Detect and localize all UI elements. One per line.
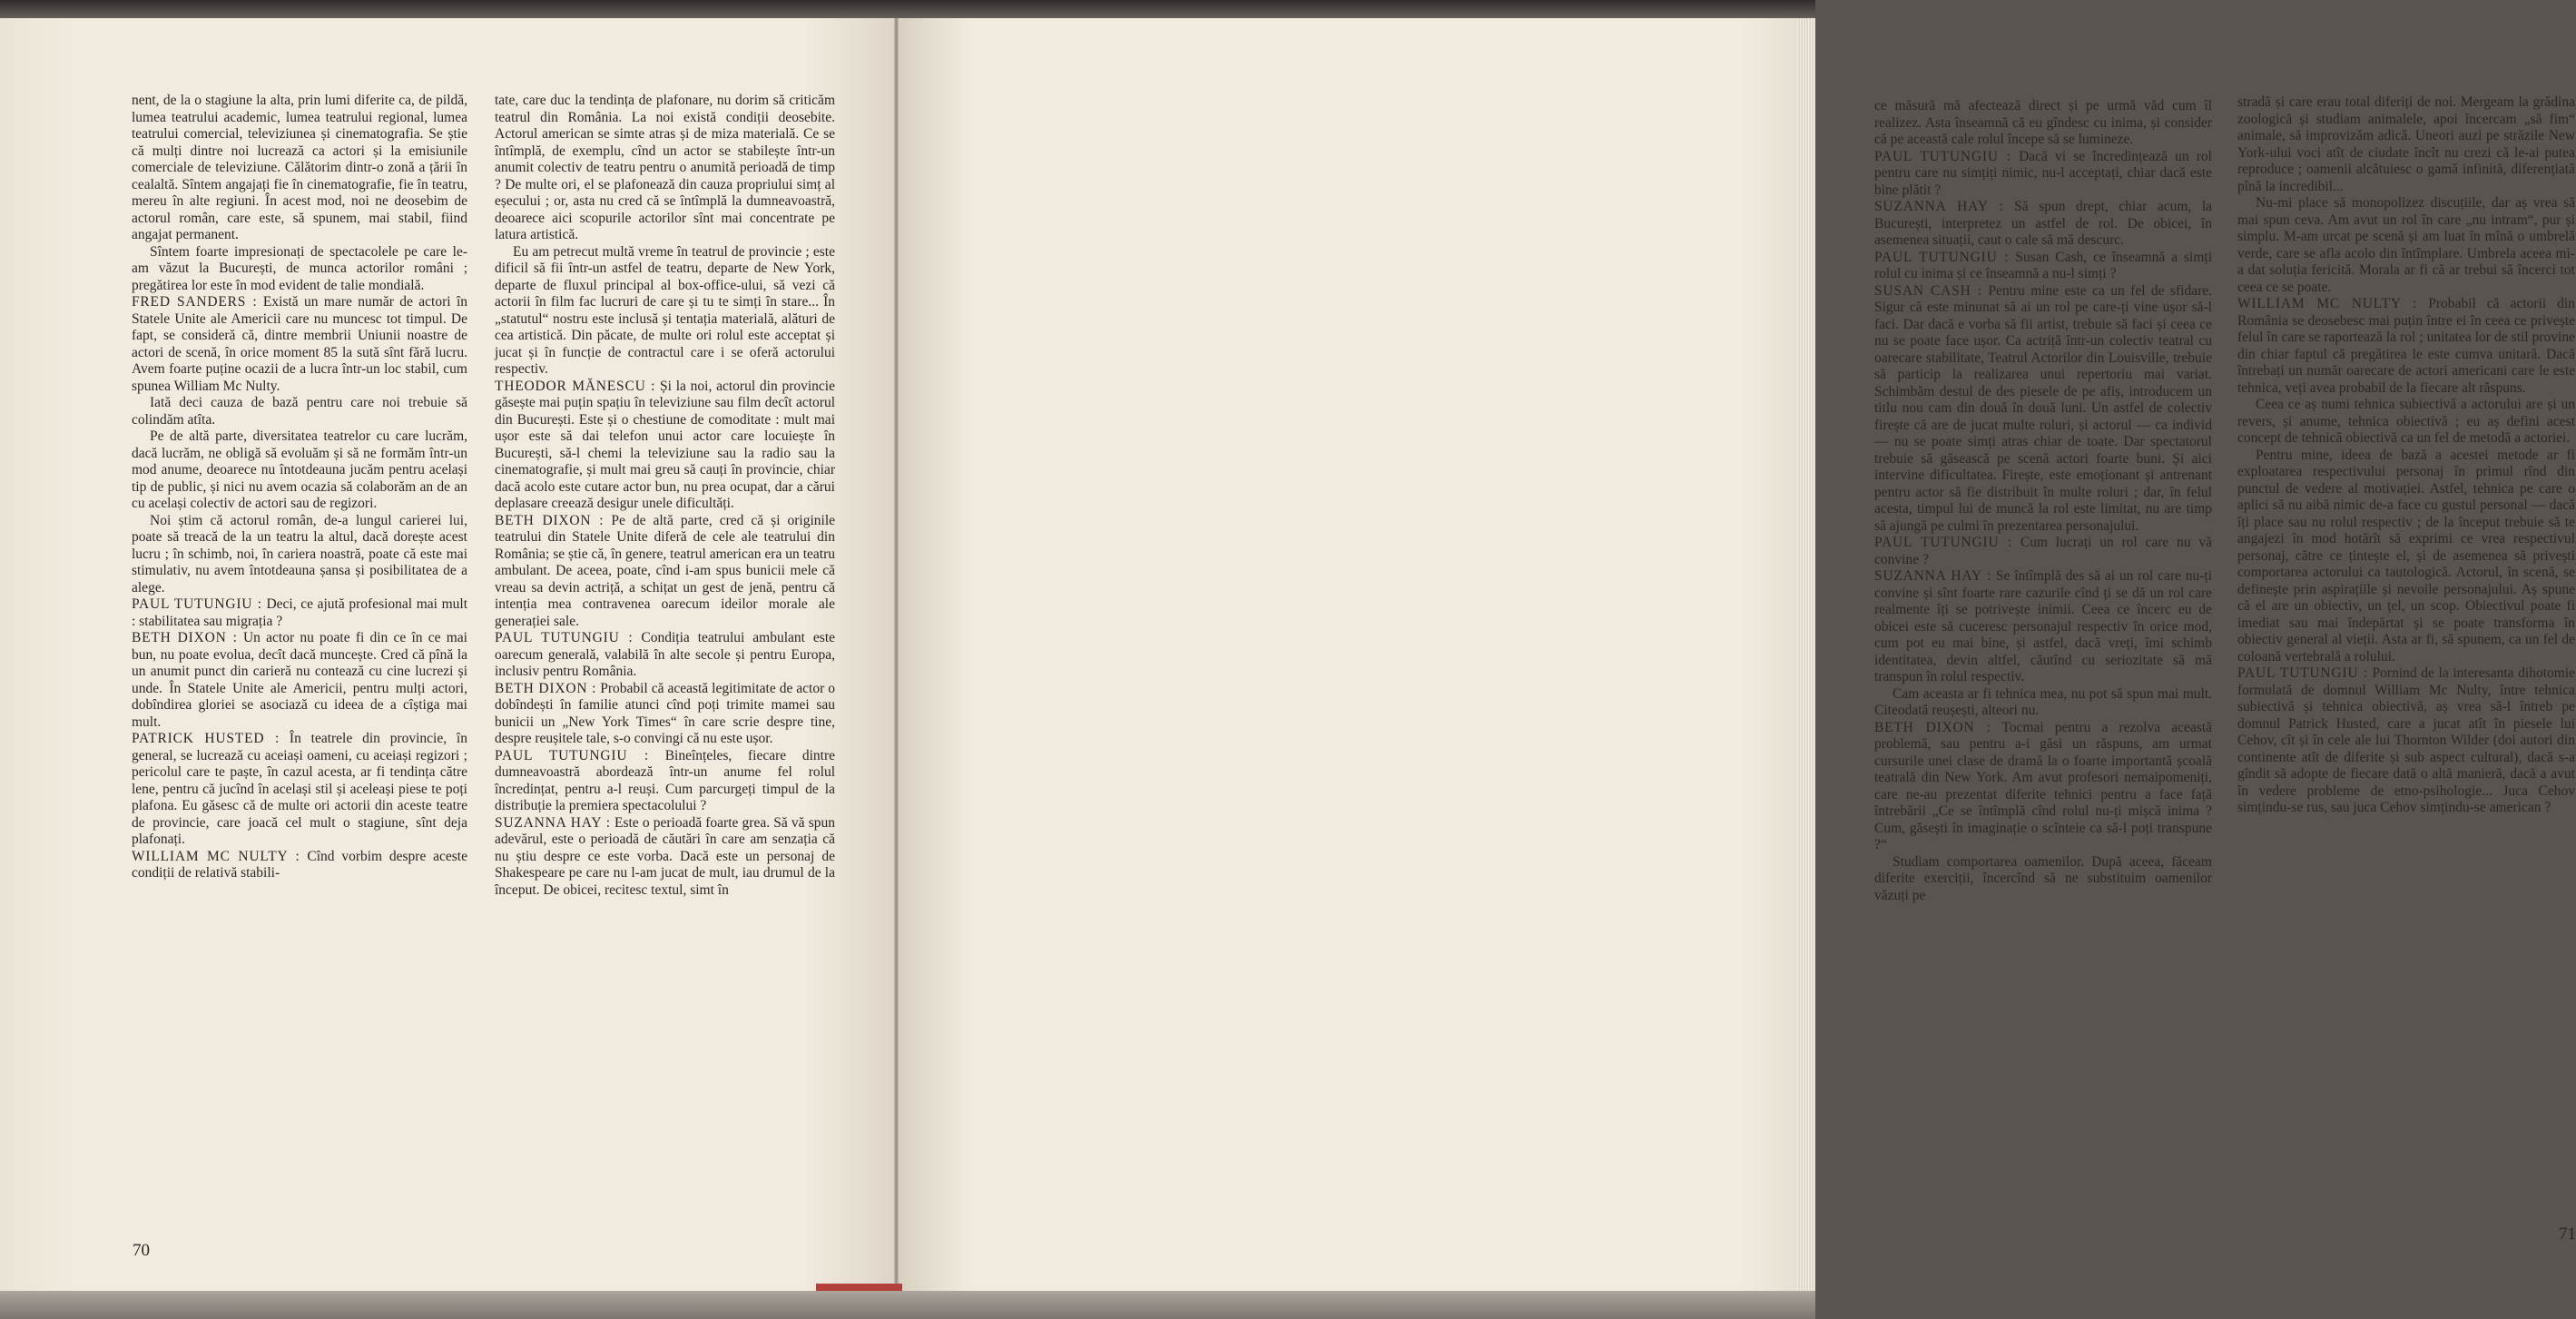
speaker-name: PAUL TUTUNGIU : <box>132 596 262 612</box>
speaker-paragraph <box>132 596 467 630</box>
text-paragraph <box>495 93 835 244</box>
paragraph-text: În teatrele din provincie, în general, se lucrează cu aceiași oameni, cu aceiași regizori ; pericolul care te paște, în cazul acesta, ar fi tendința către lene, pentru că jucînd în același stil și aceleași piese te poți plafona. Eu găsesc că de multe ori actorii din aceste teatre de provincie, care joacă cel mult o stagiune, sînt deja plafonați. <box>132 731 467 847</box>
speaker-name: PAUL TUTUNGIU : <box>495 747 649 763</box>
speaker-paragraph <box>2237 296 2575 397</box>
paragraph-text: Un actor nu poate fi din ce în ce mai bun, nu poate evolua, decît dacă muncește. Cred că pînă la un anumit punct din carieră nu contează cu cine lucrezi și unde. În Statele Unite ale Americii, pentru mulți actori, dobîndirea gloriei se asociază cu ideea de a cîștiga mai mult. <box>132 630 467 730</box>
speaker-name: BETH DIXON : <box>1874 719 1991 735</box>
speaker-paragraph <box>1874 283 2212 536</box>
speaker-paragraph <box>495 630 835 681</box>
paragraph-text: Iată deci cauza de bază pentru care noi trebuie să colindăm atîta. <box>132 395 467 428</box>
speaker-paragraph <box>1874 250 2212 283</box>
paragraph-text: Se întîmplă des să ai un rol care nu-ți convine și sînt foarte rare cazurile cînd ți se dă un rol care realmente îți se potrivește inimii. Ceea ce încerc eu de obicei este să cuceresc personajul respectiv în orice mod, cum pot eu mai bine, și astfel, dacă vreți, îmi schimb identitatea, devin altfel, căutînd cu seriozitate să mă transpun în rolul respectiv. <box>1874 568 2213 684</box>
page-edges <box>1797 18 1815 1291</box>
speaker-name: SUZANNA HAY : <box>495 814 611 831</box>
paragraph-text: Cînd vorbim despre aceste condiții de relativă stabili- <box>132 848 467 881</box>
text-paragraph <box>1874 854 2212 905</box>
speaker-name: PAUL TUTUNGIU : <box>2237 665 2368 681</box>
speaker-name: PATRICK HUSTED : <box>132 731 280 746</box>
paragraph-text: Probabil că această legitimitate de actor o dobîndești în familie atunci cînd poți trimite mamei sau bunicii un „New York Times“ în care scrie despre tine, despre reușitele tale, s-o convingi că nu este ușor. <box>495 680 835 746</box>
speaker-name: BETH DIXON : <box>132 630 238 645</box>
page-number-right: 71 <box>2559 1225 2576 1244</box>
paragraph-text: Condiția teatrului ambulant este oarecum generală, valabilă în alte secole și pentru Europa, inclusiv pentru România. <box>495 630 836 679</box>
text-paragraph <box>132 428 467 513</box>
backdrop-bottom <box>0 1287 1815 1319</box>
paragraph-text: Deci, ce ajută profesional mai mult : stabilitatea sau migrația ? <box>132 596 468 629</box>
speaker-paragraph <box>495 513 835 631</box>
paragraph-text: ce măsură mă afectează direct și pe urmă văd cum îl realizez. Asta înseamnă că eu gîndesc cu inima, și consider că pe această cale rolul începe să se lumineze. <box>1874 98 2212 147</box>
paragraph-text: stradă și care erau total diferiți de noi. Mergeam la grădina zoologică și studiam animalele, apoi încercam „să fim“ animale, să improvizăm adică. Uneori auzi pe străzile New York-ului voci atît de ciudate încît nu crezi că le-ai putea reproduce ; oamenii alcătuiesc o gamă infinită, diferențiată pînă la incredibil... <box>2237 94 2575 194</box>
paragraph-text: Susan Cash, ce înseamnă a simți rolul cu inima și ce înseamnă a nu-l simți ? <box>1874 249 2212 281</box>
speaker-paragraph <box>132 849 467 882</box>
paragraph-text: Cum lucrați un rol care nu vă convine ? <box>1874 535 2212 567</box>
speaker-paragraph <box>1874 199 2212 250</box>
text-paragraph <box>2237 94 2575 195</box>
text-paragraph <box>1874 686 2212 720</box>
speaker-name: BETH DIXON : <box>495 512 605 528</box>
speaker-name: SUZANNA HAY : <box>1874 199 2004 214</box>
speaker-paragraph <box>132 731 467 849</box>
speaker-name: WILLIAM MC NULTY : <box>2237 296 2418 311</box>
right-page-column-2 <box>2237 94 2575 817</box>
paragraph-text: Studiam comportarea oamenilor. După aceea, făceam diferite exerciții, încercînd să ne substituim oamenilor văzuți pe <box>1874 853 2212 903</box>
text-paragraph <box>2237 397 2575 448</box>
paragraph-text: Pentru mine este ca un fel de sfidare. Sigur că este minunat să ai un rol pe care-ți vine ușor să-l faci. Dar dacă e vorba să fii artist, trebuie să faci și ceea ce nu se poate face ușor. Ca actriță într-un colectiv teatral cu oarecare stabilitate, Teatrul Actorilor din Louisville, trebuie să particip la realizarea unui repertoriu mai variat. Schimbăm destul de des piesele de pe afiș, introducem un titlu nou cam din două în două luni. Un astfel de colectiv firește că are de jucat multe roluri, și actorul — ca individ — nu se poate simți atras chiar de toate. Dar spectatorul trebuie să găsească pe scenă actori foarte buni. Și aici intervine dificultatea. Firește, este emoționant și antrenant pentru actor să fie distribuit în multe roluri ; dar, în felul acesta, timpul lui de muncă la rol este limitat, nu are timp să ajungă pe culmi în prezentarea personajului. <box>1874 282 2213 534</box>
page-number-left: 70 <box>133 1241 150 1260</box>
paragraph-text: Pe de altă parte, diversitatea teatrelor cu care lucrăm, dacă lucrăm, ne obligă să evoluăm și să ne formăm într-un mod anume, deoarece nu întotdeauna jucăm pentru același tip de public, și nici nu avem ocazia să colaborăm an de an cu același colectiv de actori sau de regizori. <box>132 428 467 511</box>
spine-headband <box>816 1284 902 1291</box>
paragraph-text: Probabil că actorii din România se deosebesc mai puțin între ei în ceea ce privește felul în care se raportează la rol ; unitatea lor de stil provine din chiar faptul că pregătirea le este cumva unitară. Dacă întrebați un număr oarecare de actori americani care le este tehnica, veți avea probabil de la fiecare alt răspuns. <box>2237 296 2575 396</box>
speaker-paragraph <box>1874 535 2212 568</box>
paragraph-text: Pentru mine, ideea de bază a acestei metode ar fi exploatarea respectivului personaj în primul rînd din punctul de vedere al motivației. Astfel, tehnica pe care o aplici să nu aibă nimic de-a face cu gustul personal — dacă îți place sau nu rolul respectiv ; de la început trebuie să te angajezi în mod hotărît să exprimi ce vrea respectivul personaj, către ce țintește el, și de asemenea să privești comportarea actorului ca tautologică. Actorul, în scenă, se definește prin aspirațiile și nevoile personajului. Aș spune că el are un obiectiv, un țel, un scop. Obiectivul poate fi imediat sau mai îndepărtat și se poate transforma în obiectiv general al vieții. Asta ar fi, să spunem, ca un fel de coloană vertebrală a rolului. <box>2237 447 2575 664</box>
left-page <box>0 18 894 1291</box>
speaker-paragraph <box>132 630 467 731</box>
speaker-name: PAUL TUTUNGIU : <box>495 630 634 645</box>
paragraph-text: Eu am petrecut multă vreme în teatrul de provincie ; este dificil să fii într-un astfel de teatru, departe de New York, departe de fluxul principal al box-office-ului, să vezi că actorii în film fac lucruri de care și tu te simți în stare... În „statutul“ nostru este inclusă și tentația materială, alături de cea artistică. Din păcate, de multe ori rolul este acceptat și jucat și în funcție de contractul care i se oferă actorului respectiv. <box>495 243 835 377</box>
paragraph-text: Sîntem foarte impresionați de spectacolele pe care le-am văzut la București, de munca actorilor români ; pregătirea lor este în mod evident de talie mondială. <box>132 243 467 293</box>
text-paragraph <box>2237 448 2575 666</box>
speaker-name: PAUL TUTUNGIU : <box>1874 249 2010 265</box>
speaker-paragraph <box>495 815 835 900</box>
speaker-paragraph <box>1874 720 2212 854</box>
speaker-name: WILLIAM MC NULTY : <box>132 848 300 864</box>
speaker-name: PAUL TUTUNGIU : <box>1874 535 2013 550</box>
paragraph-text: Bineînțeles, fiecare dintre dumneavoastră abordează într-un anume fel rolul încredințat, pentru a-l reuși. Cum parcurgeți timpul de la distribuție la premiera spectacolului ? <box>495 747 835 813</box>
speaker-paragraph <box>495 681 835 748</box>
speaker-paragraph <box>1874 568 2212 686</box>
paragraph-text: tate, care duc la tendința de plafonare, nu dorim să criticăm teatrul din România. La noi există condiții deosebite. Actorul american se simte atras și de miza materială. Ce se întîmplă, de exemplu, cînd un actor se stabilește într-un anumit colectiv de teatru pentru o anumită perioadă de timp ? De multe ori, el se plafonează din cauza propriului simț al eșecului ; or, asta nu cred că se întîmplă la dumneavoastră, deoarece aici scopurile actorilor sînt mai concentrate pe latura artistică. <box>495 93 835 242</box>
paragraph-text: Dacă vi se încredințează un rol pentru care nu simțiți nimic, nu-l acceptați, chiar dacă este bine plătit ? <box>1874 148 2212 198</box>
left-page-column-1 <box>132 93 467 882</box>
speaker-name: PAUL TUTUNGIU : <box>1874 148 2011 164</box>
text-paragraph <box>132 93 467 244</box>
speaker-name: SUZANNA HAY : <box>1874 568 1992 584</box>
backdrop-top <box>0 0 1815 20</box>
paragraph-text: Tocmai pentru a rezolva această problemă, sau pentru a-i găsi un răspuns, am urmat cursurile unei clase de dramă la o foarte importantă școală teatrală din New York. Am avut profesori nemaipomeniți, care ne-au prezentat diferite tehnici pentru a face față întrebării „Ce se întîmplă cînd rolul nu-ți mișcă inima ? Cum, găsești în imaginație o scînteie ca să-l poți transpune ?“ <box>1874 719 2212 852</box>
paragraph-text: Nu-mi place să monopolizez discuțiile, dar aș vrea să mai spun ceva. Am avut un rol în care „nu intram“, pur și simplu. M-am urcat pe scenă și am luat în mînă o umbrelă verde, care se afla acolo din întîmplare. Umbrela aceea mi-a dat soluția fericită. Morala ar fi că ar trebui să încerci tot ceea ce se poate. <box>2237 195 2575 295</box>
text-paragraph <box>132 513 467 597</box>
speaker-paragraph <box>495 748 835 815</box>
paragraph-text: Ceea ce aș numi tehnica subiectivă a actorului are și un revers, și anume, tehnica obiectivă ; eu aș defini acest concept de tehnică obiectivă ca un fel de metodă a actoriei. <box>2237 397 2575 446</box>
text-paragraph <box>495 244 835 379</box>
paragraph-text: Cam aceasta ar fi tehnica mea, nu pot să spun mai mult. Citeodată reușești, alteori nu. <box>1874 685 2212 718</box>
paragraph-text: Și la noi, actorul din provincie găsește mai puțin spațiu în televiziune sau film decît actorul din București. Este și o chestiune de comoditate : mult mai ușor este să dai telefon unui actor care locuiește în București, să-l chemi la televiziune sau la radio sau la cinematografie, și mult mai greu să cauți în provincie, chiar dacă acolo este cutare actor bun, nu prea ocupat, dar a cărui deplasare creează desigur unele dificultăți. <box>495 378 835 511</box>
speaker-paragraph <box>2237 665 2575 817</box>
paragraph-text: Pornind de la interesanta dihotomie formulată de domnul William Mc Nulty, între tehnica subiectivă și tehnica obiectivă, aș vrea să-l întreb pe domnul Patrick Husted, care a jucat atît în piesele lui Cehov, cît și în cele ale lui Thornton Wilder (doi autori din continente atît de diferite și sub aspect cultural), dacă s-a gîndit să adopte de fiecare dată o altă manieră, dacă a avut în vedere probleme de etno-psihologie... Juca Cehov simțindu-se rus, sau juca Cehov simțindu-se american ? <box>2237 665 2576 815</box>
paragraph-text: nent, de la o stagiune la alta, prin lumi diferite ca, de pildă, lumea teatrului academic, lumea teatrului regional, lumea teatrului comercial, televiziunea și cinematografia. Se știe că mulți dintre noi lucrează ca actori și la emisiunile comerciale de televiziune. Călătorim dintr-o zonă a țării în cealaltă. Sîntem angajați fie în cinematografie, fie în teatru, mereu în alte regiuni. În acest mod, noi ne deosebim de actorul român, care este, să spunem, mai stabil, fiind angajat permanent. <box>132 93 467 242</box>
paragraph-text: Să spun drept, chiar acum, la București, interpretez un astfel de rol. De obicei, în asemenea situații, caut o cale să mă descurc. <box>1874 199 2213 248</box>
text-paragraph <box>132 244 467 295</box>
paragraph-text: Există un mare număr de actori în Statele Unite ale Americii care nu muncesc tot timpul. De fapt, se consideră că, dintre membrii Uniunii noastre de actori de scenă, în orice moment 85 la sută sînt fără lucru. Avem foarte puține ocazii de a lucra într-un loc stabil, cum spunea William Mc Nulty. <box>132 294 468 394</box>
speaker-name: BETH DIXON : <box>495 680 597 696</box>
text-paragraph <box>132 395 467 428</box>
speaker-name: SUSAN CASH : <box>1874 282 1982 299</box>
text-paragraph <box>1874 98 2212 149</box>
right-page <box>899 18 2576 1291</box>
text-paragraph <box>2237 195 2575 296</box>
speaker-paragraph <box>1874 149 2212 200</box>
right-page-column-1 <box>1874 98 2212 904</box>
speaker-paragraph <box>132 294 467 395</box>
left-page-column-2 <box>495 93 835 899</box>
paragraph-text: Noi știm că actorul român, de-a lungul carierei lui, poate să treacă de la un teatru la altul, dacă dorește acest lucru ; în schimb, noi, în cariera noastră, poate că este mai stimulativ, nu avem întotdeauna șansa și posibilitatea de a alege. <box>132 512 467 596</box>
speaker-paragraph <box>495 379 835 513</box>
speaker-name: FRED SANDERS : <box>132 294 258 310</box>
speaker-name: THEODOR MĂNESCU : <box>495 378 656 394</box>
paragraph-text: Este o perioadă foarte grea. Să vă spun adevărul, este o perioadă de căutări în care am senzația că nu știu despre ce este vorba. Dacă este un personaj de Shakespeare pe care nu l-am jucat de mult, iau drumul de la început. De obicei, recitesc textul, simt în <box>495 814 836 898</box>
paragraph-text: Pe de altă parte, cred că și originile teatrului din Statele Unite diferă de cele ale teatrului din România; se știe că, în genere, teatrul american era un teatru ambulant. De aceea, poate, cînd i-am spus bunicii mele că vreau sa devin actriță, a schițat un gest de jenă, pentru că intenția mea contravenea oarecum ideilor morale ale generației sale. <box>495 512 836 629</box>
